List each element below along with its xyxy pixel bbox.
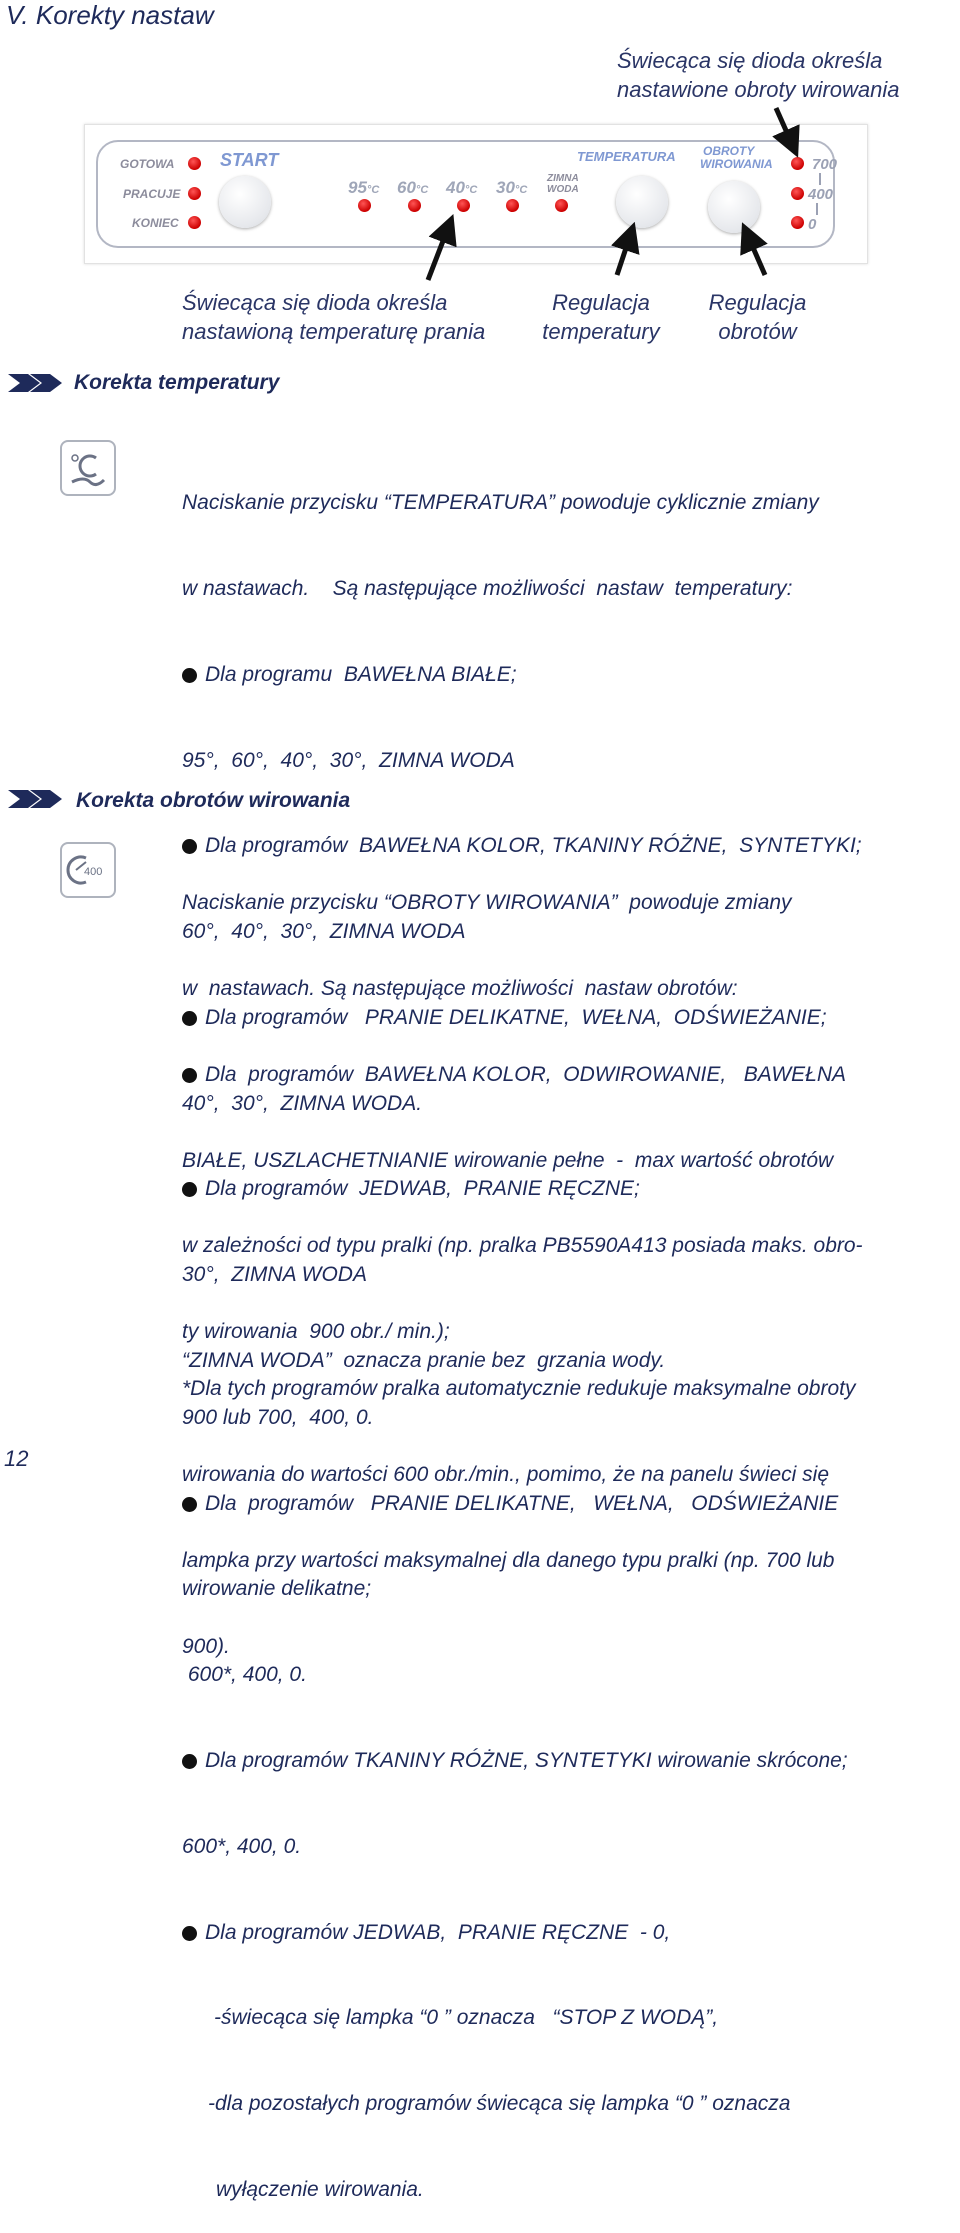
temp-label-60: 60°C: [397, 178, 429, 197]
status-end-label: KONIEC: [132, 216, 179, 230]
bullet-line: Dla programów PRANIE DELIKATNE, WEŁNA, ODŚWIEŻANIE;: [182, 1004, 862, 1033]
bullet-line: Dla programów JEDWAB, PRANIE RĘCZNE - 0,: [182, 1919, 863, 1948]
spin-value-0: 0: [808, 216, 817, 233]
bullet-icon: [182, 1926, 197, 1941]
text-line: 600*, 400, 0.: [182, 1663, 307, 1687]
text-line: wirowanie delikatne;: [182, 1577, 372, 1601]
text-line: 900).: [182, 1634, 230, 1658]
spin-section-heading: Korekta obrotów wirowania: [76, 789, 351, 812]
arrow-to-temp-led: [428, 228, 448, 280]
caption-line: nastawione obroty wirowania: [617, 77, 900, 102]
text-line: w nastawach. Są następujące możliwości nastaw obrotów:: [182, 976, 738, 1000]
temp-label-40: 40°C: [446, 178, 478, 197]
double-arrow-icon: [8, 372, 64, 394]
temperature-button-label: TEMPERATURA: [577, 149, 676, 164]
arrow-to-temp-button: [617, 236, 630, 275]
spin-value-700: 700: [812, 156, 838, 173]
text-line: wirowania do wartości 600 obr./min., pomimo, że na panelu świeci się: [182, 1462, 830, 1486]
text-line: 60°, 40°, 30°, ZIMNA WODA: [182, 920, 466, 944]
text-line: BIAŁE, USZLACHETNIANIE wirowanie pełne - max wartość obrotów: [182, 1148, 834, 1172]
bullet-icon: [182, 668, 197, 683]
text-line: “ZIMNA WODA” oznacza pranie bez grzania wody.: [182, 1349, 666, 1372]
page-title: V. Korekty nastaw: [6, 0, 214, 30]
temperature-icon: [60, 440, 116, 496]
text-line: 95°, 60°, 40°, 30°, ZIMNA WODA: [182, 748, 515, 772]
double-arrow-icon: [8, 788, 64, 810]
text-line: 600*, 400, 0.: [182, 1834, 302, 1858]
bullet-icon: [182, 1068, 197, 1083]
start-label: START: [220, 150, 279, 170]
bullet-line: Dla programów JEDWAB, PRANIE RĘCZNE;: [182, 1175, 862, 1204]
text-line: 40°, 30°, ZIMNA WODA.: [182, 1091, 423, 1115]
spin-button-label: OBROTY WIROWANIA: [700, 144, 773, 171]
status-working-label: PRACUJE: [123, 187, 181, 201]
status-ready-label: GOTOWA: [120, 157, 175, 171]
text-line: w zależności od typu pralki (np. pralka PB5590A413 posiada maks. obro-: [182, 1234, 863, 1258]
text-line: w nastawach. Są następujące możliwości nastaw temperatury:: [182, 576, 793, 600]
bullet-icon: [182, 1754, 197, 1769]
temp-label-95: 95°C: [348, 178, 380, 197]
page-number: 12: [4, 1446, 29, 1471]
caption-line: Świecąca się dioda określa: [617, 48, 883, 73]
temp-label-30: 30°C: [496, 178, 528, 197]
spin-speed-icon: [60, 842, 116, 898]
pointer-arrows: [0, 0, 960, 300]
temperature-section-heading: Korekta temperatury: [74, 371, 280, 394]
text-line: 30°, ZIMNA WODA: [182, 1263, 367, 1287]
text-line: Naciskanie przycisku “TEMPERATURA” powoduje cyklicznie zmiany: [182, 491, 819, 515]
bullet-line: Dla programu BAWEŁNA BIAŁE;: [182, 661, 862, 690]
arrow-to-spin-button: [748, 236, 765, 275]
cold-water-label: ZIMNA WODA: [547, 173, 579, 195]
text-line: 900 lub 700, 400, 0.: [182, 1405, 374, 1429]
bullet-line: Dla programów PRANIE DELIKATNE, WEŁNA, ODŚWIEŻANIE: [182, 1490, 863, 1519]
text-line: ty wirowania 900 obr./ min.);: [182, 1320, 450, 1344]
caption-temp-led: Świecąca się dioda określa nastawioną temperaturę prania: [182, 290, 486, 344]
spin-footnote: [182, 1318, 855, 1690]
bullet-line: Dla programów TKANINY RÓŻNE, SYNTETYKI wirowanie skrócone;: [182, 1747, 863, 1776]
text-line: -świecąca się lampka “0 ” oznacza “STOP Z WODĄ”,: [214, 2006, 719, 2030]
text-line: lampka przy wartości maksymalnej dla danego typu pralki (np. 700 lub: [182, 1548, 835, 1572]
text-line: *Dla tych programów pralka automatycznie redukuje maksymalne obroty: [182, 1377, 856, 1401]
caption-spin-regulation: Regulacja obrotów: [708, 290, 807, 344]
caption-temp-regulation: Regulacja temperatury: [542, 290, 660, 344]
arrow-to-spin-led: [776, 108, 792, 144]
spin-value-400: 400: [808, 186, 834, 203]
bullet-line: Dla programów BAWEŁNA KOLOR, TKANINY RÓŻNE, SYNTETYKI;: [182, 832, 862, 861]
text-line: -dla pozostałych programów świecąca się lampka “0 ” oznacza: [208, 2092, 791, 2116]
text-line: wyłączenie wirowania.: [216, 2177, 424, 2201]
bullet-line: Dla programów BAWEŁNA KOLOR, ODWIROWANIE, BAWEŁNA: [182, 1061, 863, 1090]
spin-icon-value: 400: [84, 866, 103, 878]
text-line: Naciskanie przycisku “OBROTY WIROWANIA” powoduje zmiany: [182, 891, 792, 915]
